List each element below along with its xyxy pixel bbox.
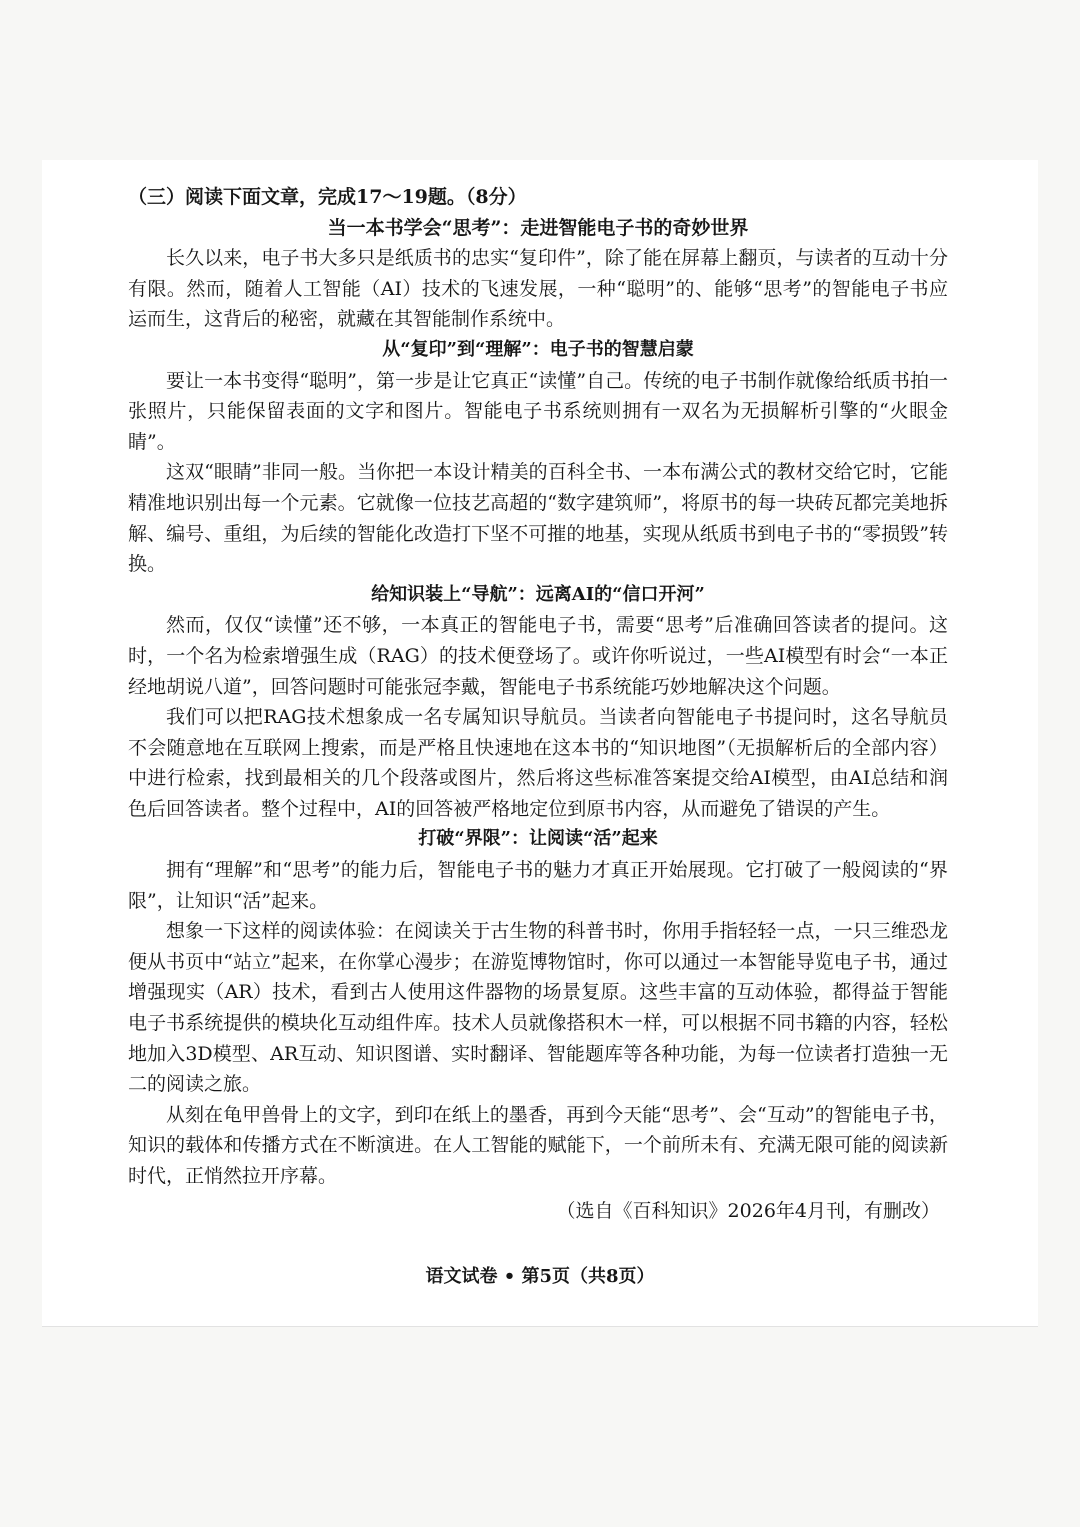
intro-paragraph: 长久以来，电子书大多只是纸质书的忠实“复印件”，除了能在屏幕上翻页，与读者的互动十分有限。然而，随着人工智能（AI）技术的飞速发展，一种“聪明”的、能够“思考”的智能电子书应运而生，这背后的秘密，就藏在其智能制作系统中。 [128,247,948,331]
paragraph: 想象一下这样的阅读体验：在阅读关于古生物的科普书时，你用手指轻轻一点，一只三维恐龙便从书页中“站立”起来，在你掌心漫步；在游览博物馆时，你可以通过一本智能导览电子书，通过增强现实（AR）技术，看到古人使用这件器物的场景复原。这些丰富的互动体验，都得益于智能电子书系统提供的模块化互动组件库。技术人员就像搭积木一样，可以根据不同书籍的内容，轻松地加入3D模型、AR互动、知识图谱、实时翻译、智能题库等各种功能，为每一位读者打造独一无二的阅读之旅。 [128,920,948,1096]
paragraph: 我们可以把RAG技术想象成一名专属知识导航员。当读者向智能电子书提问时，这名导航员不会随意地在互联网上搜索，而是严格且快速地在这本书的“知识地图”（无损解析后的全部内容）中进行检索，找到最相关的几个段落或图片，然后将这些标准答案提交给AI模型，由AI总结和润色后回答读者。整个过程中，AI的回答被严格地定位到原书内容，从而避免了错误的产生。 [128,706,948,820]
subheading-navigation: 给知识装上“导航”：远离AI的“信口开河” [371,583,705,605]
section-heading: （三）阅读下面文章，完成17～19题。（8分） [128,186,527,208]
subheading-boundaries: 打破“界限”：让阅读“活”起来 [418,828,658,850]
paragraph: 拥有“理解”和“思考”的能力后，智能电子书的魅力才真正开始展现。它打破了一般阅读的“界限”，让知识“活”起来。 [128,859,948,912]
paragraph: 然而，仅仅“读懂”还不够，一本真正的智能电子书，需要“思考”后准确回答读者的提问。这时，一个名为检索增强生成（RAG）的技术便登场了。或许你听说过，一些AI模型有时会“一本正经地胡说八道”，回答问题时可能张冠李戴，智能电子书系统能巧妙地解决这个问题。 [128,614,948,698]
reading-passage [128,182,948,1226]
paragraph: 要让一本书变得“聪明”，第一步是让它真正“读懂”自己。传统的电子书制作就像给纸质书拍一张照片，只能保留表面的文字和图片。智能电子书系统则拥有一双名为无损解析引擎的“火眼金睛”。 [128,369,948,453]
paragraph: 从刻在龟甲兽骨上的文字，到印在纸上的墨香，再到今天能“思考”、会“互动”的智能电子书，知识的载体和传播方式在不断演进。在人工智能的赋能下，一个前所未有、充满无限可能的阅读新时代，正悄然拉开序幕。 [128,1103,948,1187]
source-citation: （选自《百科知识》2026年4月刊，有删改） [556,1199,940,1222]
subheading-understanding: 从“复印”到“理解”：电子书的智慧启蒙 [382,338,694,360]
paragraph: 这双“眼睛”非同一般。当你把一本设计精美的百科全书、一本布满公式的教材交给它时，它能精准地识别出每一个元素。它就像一位技艺高超的“数字建筑师”，将原书的每一块砖瓦都完美地拆解、编号、重组，为后续的智能化改造打下坚不可摧的地基，实现从纸质书到电子书的“零损毁”转换。 [128,461,948,576]
article-title: 当一本书学会“思考”：走进智能电子书的奇妙世界 [327,216,749,239]
page-footer: 语文试卷 • 第5页（共8页） [425,1266,655,1287]
